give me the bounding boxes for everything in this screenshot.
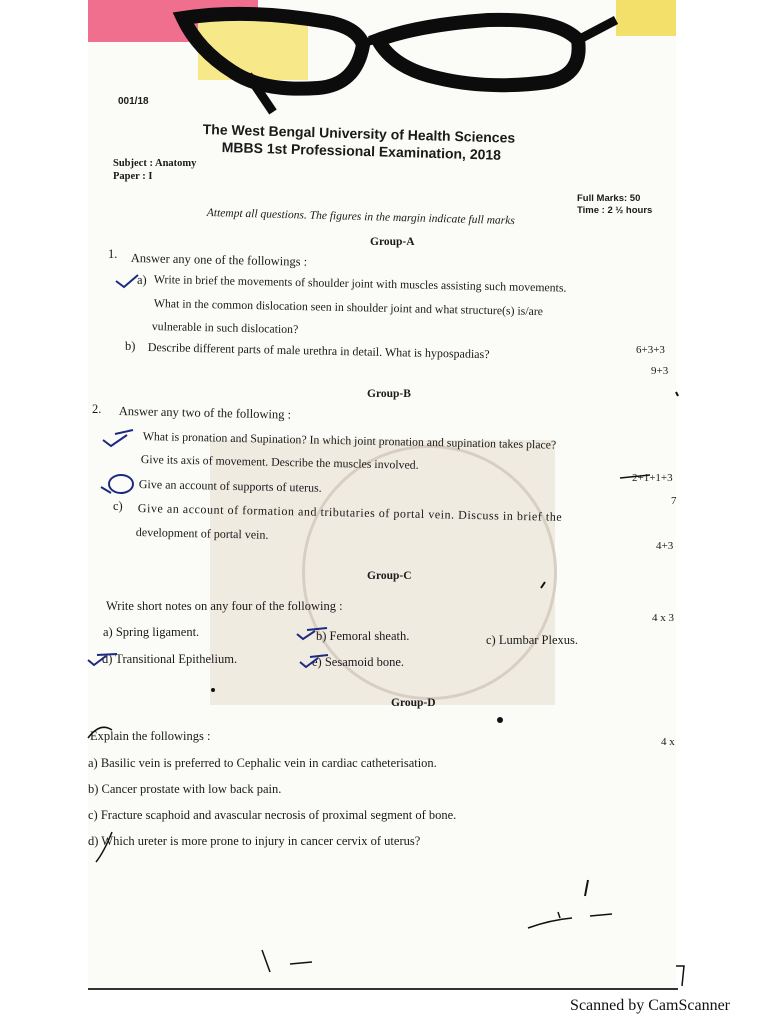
c-item-c: c) Lumbar Plexus.	[486, 633, 578, 647]
q1a-line-2: What in the common dislocation seen in shoulder joint and what structure(s) is/are	[153, 296, 544, 319]
q2c-marks: 4+3	[656, 540, 674, 552]
c-item-b: b) Femoral sheath.	[316, 629, 410, 643]
d-item-a: a) Basilic vein is preferred to Cephalic vein in cardiac catheterisation.	[88, 756, 437, 770]
q1b-text: Describe different parts of male urethra in detail. What is hypospadias?	[147, 340, 490, 362]
camscanner-footer: Scanned by CamScanner	[570, 997, 730, 1014]
group-c-title: Group-C	[367, 570, 412, 582]
group-c-marks: 4 x 3	[652, 612, 674, 624]
question-2-number: 2.	[92, 402, 102, 416]
paper-code: 001/18	[118, 96, 149, 107]
c-item-a: a) Spring ligament.	[103, 625, 200, 639]
q1a-marks: 6+3+3	[636, 344, 665, 356]
q1a-line-1: Write in brief the movements of shoulder joint with muscles assisting such movements.	[153, 272, 567, 295]
q2a-line-2: Give its axis of movement. Describe the muscles involved.	[140, 452, 419, 472]
q1a-line-3: vulnerable in such dislocation?	[151, 319, 299, 337]
d-item-b: b) Cancer prostate with low back pain.	[88, 782, 282, 796]
group-d-instruction: Explain the followings :	[90, 729, 211, 743]
d-item-c: c) Fracture scaphoid and avascular necrosis of proximal segment of bone.	[88, 808, 457, 822]
time-allowed: Time : 2 ½ hours	[577, 205, 653, 216]
q2c-line-1: Give an account of formation and tributaries of portal vein. Discuss in brief the	[137, 501, 563, 524]
subject: Subject : Anatomy	[113, 158, 197, 169]
question-2-text: Answer any two of the following :	[118, 404, 292, 422]
university-name: The West Bengal University of Health Sciences	[202, 121, 516, 146]
q2a-marks: 2+1+1+3	[632, 472, 673, 484]
d-item-d: d) Which ureter is more prone to injury in cancer cervix of uterus?	[88, 834, 421, 848]
group-b-title: Group-B	[367, 388, 411, 400]
exam-title: MBBS 1st Professional Examination, 2018	[221, 139, 502, 163]
c-item-e: e) Sesamoid bone.	[312, 655, 404, 669]
group-a-title: Group-A	[370, 236, 415, 248]
group-d-marks: 4 x	[661, 736, 675, 748]
paper-number: Paper : I	[113, 171, 153, 182]
q2c-label: c)	[113, 499, 123, 513]
instructions: Attempt all questions. The figures in the margin indicate full marks	[206, 207, 515, 228]
q2b-text: Give an account of supports of uterus.	[138, 477, 322, 495]
q1b-label: b)	[125, 339, 136, 353]
question-1-number: 1.	[108, 247, 118, 261]
q2a-line-1: What is pronation and Supination? In which joint pronation and supination takes place?	[142, 429, 557, 452]
page-bottom-edge	[88, 988, 678, 990]
q1a-label: a)	[137, 273, 147, 287]
q1b-marks: 9+3	[651, 365, 669, 377]
question-1-text: Answer any one of the followings :	[130, 251, 308, 269]
q2b-marks: 7	[671, 495, 677, 507]
group-c-instruction: Write short notes on any four of the following :	[106, 599, 343, 613]
c-item-d: d) Transitional Epithelium.	[102, 652, 238, 666]
q2c-line-2: development of portal vein.	[135, 525, 269, 542]
full-marks: Full Marks: 50	[577, 193, 641, 204]
group-d-title: Group-D	[391, 697, 436, 709]
